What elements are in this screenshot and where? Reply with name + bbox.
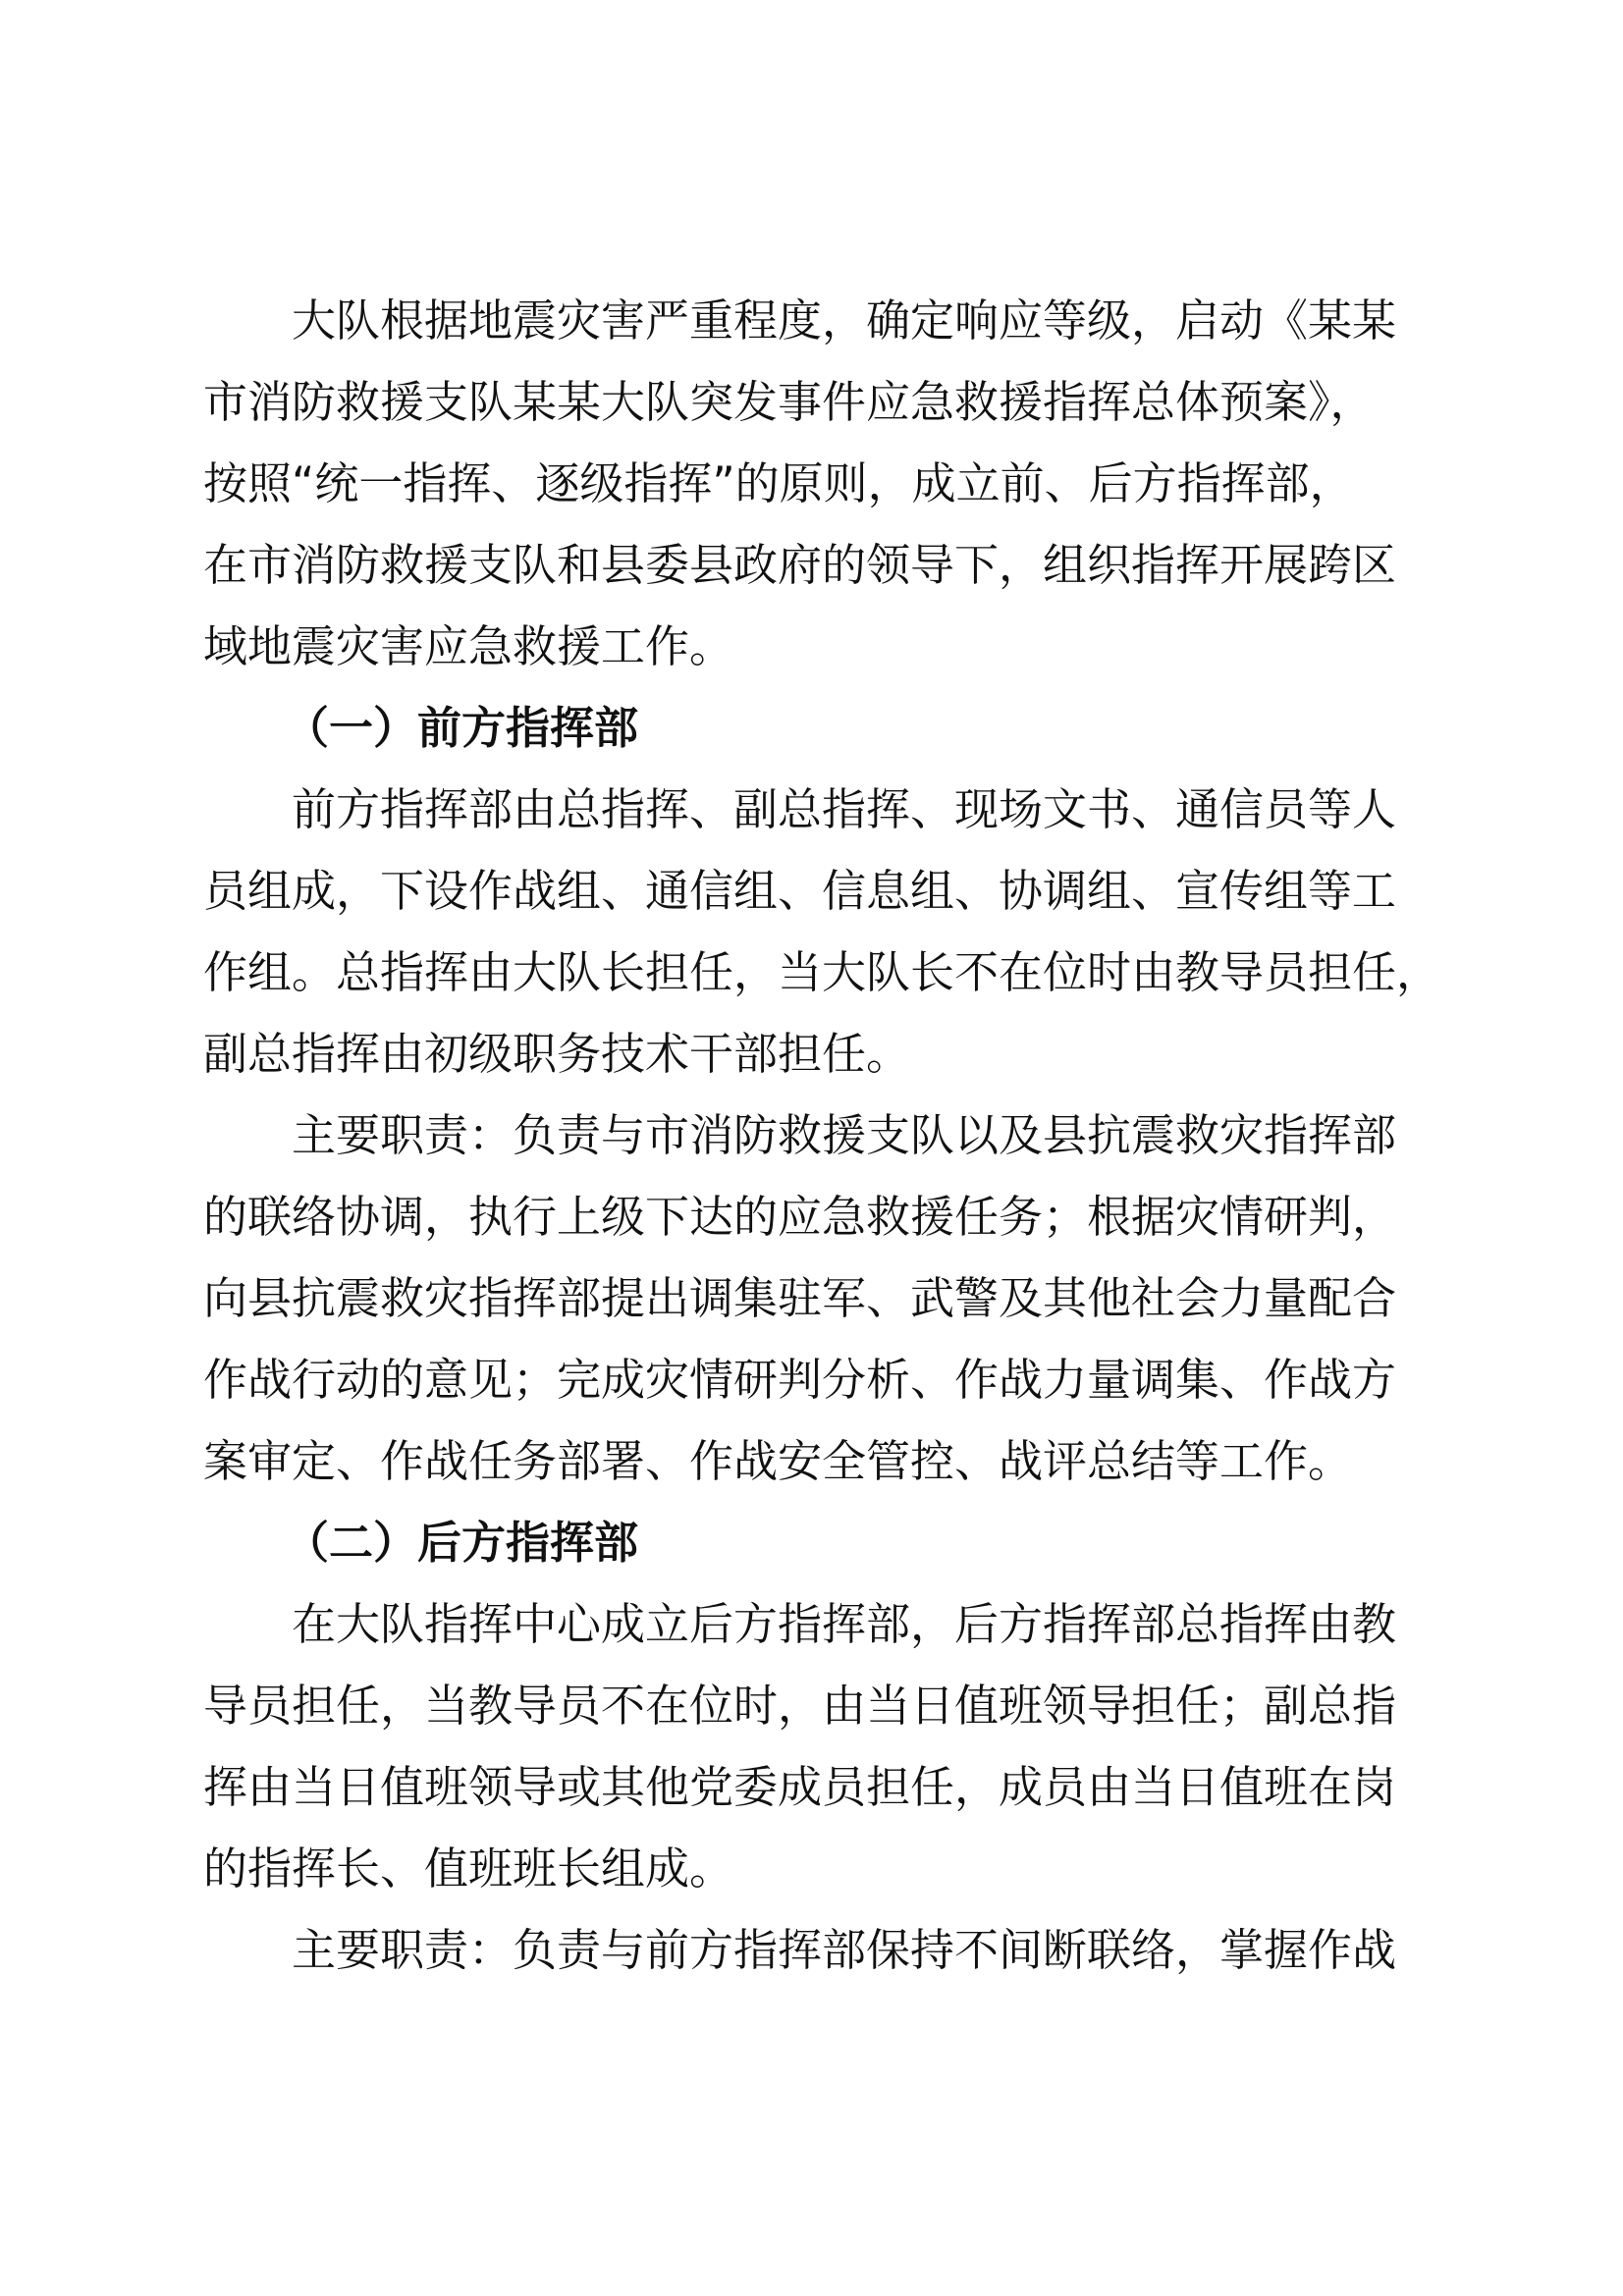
- paragraph-3-line-3: 向县抗震救灾指挥部提出调集驻军、武警及其他社会力量配合: [203, 1272, 1397, 1324]
- paragraph-3-line-2: 的联络协调，执行上级下达的应急救援任务；根据灾情研判，: [203, 1191, 1397, 1243]
- paragraph-1-line-1: 大队根据地震灾害严重程度，确定响应等级，启动《某某: [292, 294, 1397, 347]
- section-heading-forward-command: （一）前方指挥部: [285, 702, 639, 754]
- paragraph-4-line-3: 挥由当日值班领导或其他党委成员担任，成员由当日值班在岗: [203, 1761, 1397, 1813]
- paragraph-1-line-3: 按照“统一指挥、逐级指挥”的原则，成立前、后方指挥部，: [203, 457, 1354, 509]
- section-heading-rear-command: （二）后方指挥部: [285, 1517, 639, 1569]
- paragraph-4-line-2: 导员担任，当教导员不在位时，由当日值班领导担任；副总指: [203, 1680, 1397, 1732]
- paragraph-1-line-4: 在市消防救援支队和县委县政府的领导下，组织指挥开展跨区: [203, 539, 1397, 591]
- paragraph-1-line-2: 市消防救援支队某某大队突发事件应急救援指挥总体预案》，: [203, 376, 1375, 428]
- paragraph-3-line-4: 作战行动的意见；完成灾情研判分析、作战力量调集、作战方: [203, 1354, 1397, 1406]
- paragraph-2-line-2: 员组成，下设作战组、通信组、信息组、协调组、宣传组等工: [203, 865, 1397, 917]
- paragraph-1-line-5: 域地震灾害应急救援工作。: [203, 620, 734, 672]
- paragraph-5-line-1: 主要职责：负责与前方指挥部保持不间断联络，掌握作战: [292, 1924, 1397, 1976]
- paragraph-4-line-4: 的指挥长、值班班长组成。: [203, 1842, 734, 1895]
- paragraph-3-line-1: 主要职责：负责与市消防救援支队以及县抗震救灾指挥部: [292, 1109, 1397, 1161]
- paragraph-2-line-4: 副总指挥由初级职务技术干部担任。: [203, 1028, 911, 1080]
- paragraph-4-line-1: 在大队指挥中心成立后方指挥部，后方指挥部总指挥由教: [292, 1598, 1397, 1650]
- paragraph-2-line-3: 作组。总指挥由大队长担任，当大队长不在位时由教导员担任，: [203, 946, 1441, 998]
- paragraph-3-line-5: 案审定、作战任务部署、作战安全管控、战评总结等工作。: [203, 1435, 1353, 1487]
- paragraph-2-line-1: 前方指挥部由总指挥、副总指挥、现场文书、通信员等人: [292, 783, 1397, 835]
